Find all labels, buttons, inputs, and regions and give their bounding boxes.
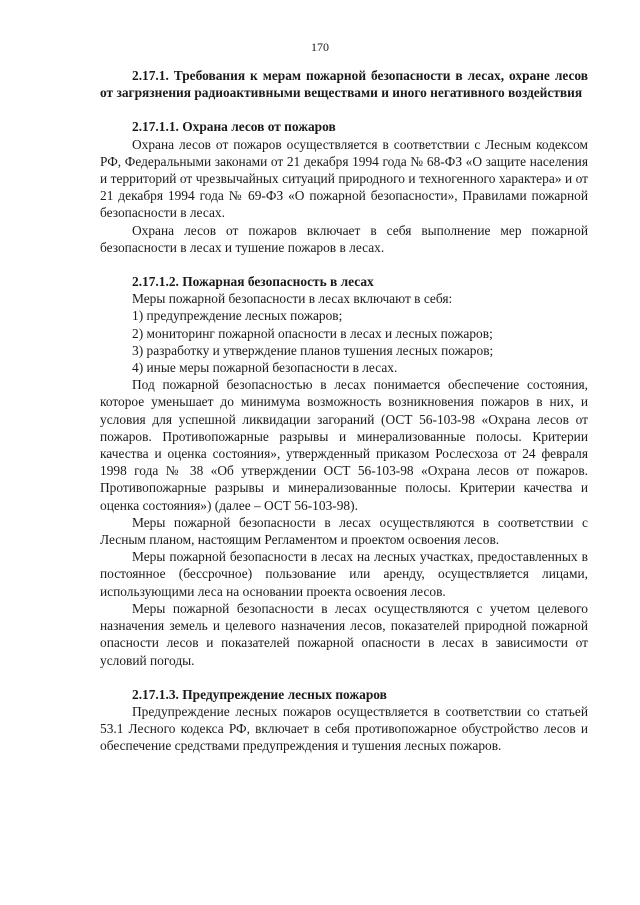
list-item: 2) мониторинг пожарной опасности в лесах и лесных пожаров;	[132, 325, 493, 341]
paragraph: Меры пожарной безопасности в лесах на лесных участках, предоставленных в постоянное (бессрочное) пользование или аренду, осуществляется лицами, использующими леса на основании проекта освоения лесов.	[100, 549, 588, 599]
document-body	[100, 67, 588, 755]
page-number: 170	[311, 40, 329, 54]
subsection-title-fire-safety: 2.17.1.2. Пожарная безопасность в лесах	[132, 274, 374, 290]
paragraph: Меры пожарной безопасности в лесах включают в себя:	[132, 291, 453, 307]
subsection-title-fire-protection: 2.17.1.1. Охрана лесов от пожаров	[132, 119, 336, 135]
paragraph: Меры пожарной безопасности в лесах осуществляются с учетом целевого назначения земель и целевого назначения лесов, показателей природной пожарной опасности лесов и показателей пожарной опасности в лесах в зависимости от условий погоды.	[100, 600, 588, 668]
subsection-title-fire-prevention: 2.17.1.3. Предупреждение лесных пожаров	[132, 686, 387, 702]
list-item: 1) предупреждение лесных пожаров;	[132, 308, 343, 324]
section-title: 2.17.1. Требования к мерам пожарной безопасности в лесах, охране лесов от загрязнения радиоактивными веществами и иного негативного воздействия	[100, 68, 588, 101]
list-item: 4) иные меры пожарной безопасности в лесах.	[132, 360, 398, 376]
paragraph: Под пожарной безопасностью в лесах понимается обеспечение состояния, которое уменьшает до минимума возможность возникновения пожаров в них, и условия для успешной ликвидации загораний (ОСТ 56-103-98 «Охрана лесов от пожаров. Противопожарные разрывы и минерализованные полосы. Критерии качества и оценка состояния», утвержденный приказом Рослесхоза от 24 февраля 1998 года № 38 «Об утверждении ОСТ 56-103-98 «Охрана лесов от пожаров. Противопожарные разрывы и минерализованные полосы. Критерии качества и оценка состояния») (далее – ОСТ 56-103-98).	[100, 377, 588, 513]
paragraph: Предупреждение лесных пожаров осуществляется в соответствии со статьей 53.1 Лесного кодекса РФ, включает в себя противопожарное обустройство лесов и обеспечение средствами предупреждения и тушения лесных пожаров.	[100, 703, 588, 754]
paragraph: Охрана лесов от пожаров осуществляется в соответствии с Лесным кодексом РФ, Федеральными законами от 21 декабря 1994 года № 68-ФЗ «О защите населения и территорий от чрезвычайных ситуаций природного и техногенного характера» и от 21 декабря 1994 года № 69-ФЗ «О пожарной безопасности», Правилами пожарной безопасности в лесах.	[100, 136, 588, 221]
paragraph: Охрана лесов от пожаров включает в себя выполнение мер пожарной безопасности в лесах и тушение пожаров в лесах.	[100, 222, 588, 255]
paragraph: Меры пожарной безопасности в лесах осуществляются в соответствии с Лесным планом, настоящим Регламентом и проектом освоения лесов.	[100, 514, 588, 548]
list-item: 3) разработку и утверждение планов тушения лесных пожаров;	[132, 342, 494, 358]
